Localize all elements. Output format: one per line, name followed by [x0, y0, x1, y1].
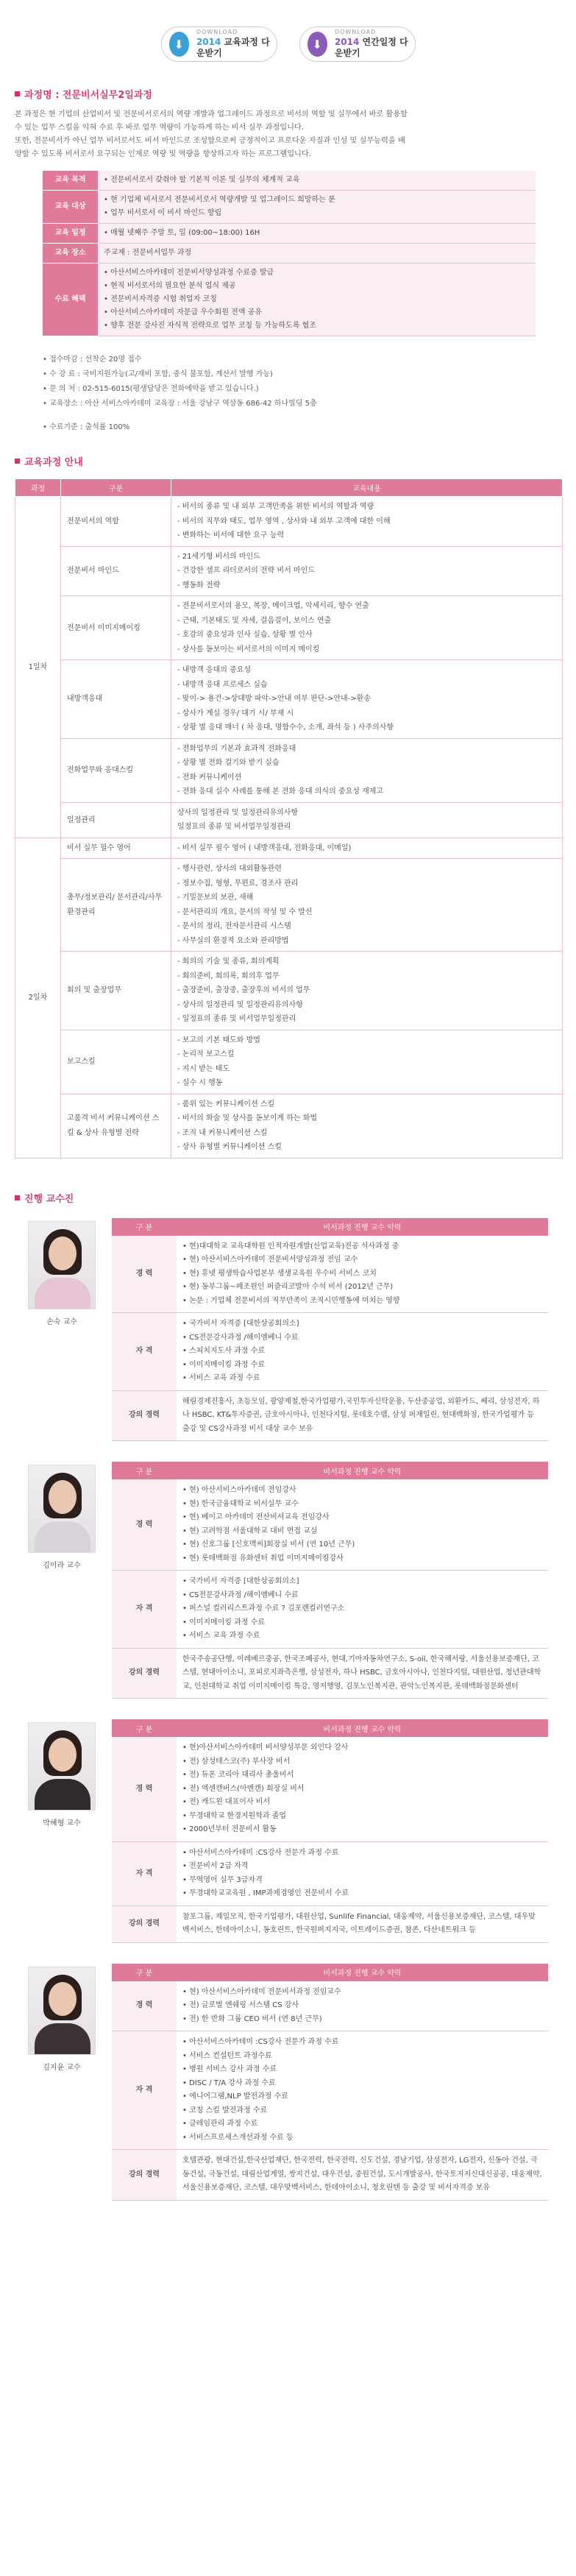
- content-line: - 사무실의 환경적 요소와 관리방법: [177, 936, 289, 945]
- professor-name: 박혜형 교수: [43, 1819, 81, 1828]
- professor-row: [112, 2150, 548, 2201]
- bullet-item: • 무경대학교교육원 , IMP과제경영인 전문비서 수료: [182, 1887, 542, 1901]
- professor-row-label: 자 격: [112, 1571, 177, 1649]
- column-header: 비서과정 진행 교수 약력: [177, 1218, 548, 1236]
- content-cell: [171, 1094, 563, 1158]
- bullet-item: • 현) 아산서비스아카데미 전문비서과정 전임교수: [182, 1986, 542, 2000]
- content-line: - 상황 별 전화 걸기와 받기 실습: [177, 759, 280, 768]
- professor-profile: [15, 1719, 112, 1943]
- bullet-item: • 전) 글로벌 엔쉐링 서스템 CS 강사: [182, 1999, 542, 2013]
- professor-row-label: 강의 경력: [112, 1906, 177, 1942]
- course-title: 과정명 : 전문비서실무2일과정: [0, 87, 576, 101]
- curriculum-title: 교육과정 안내: [0, 454, 576, 468]
- bullet-item: • 전문비서 2급 자격: [182, 1860, 542, 1874]
- info-row: [43, 244, 536, 263]
- content-line: - 21세기형 비서의 마인드: [177, 552, 260, 561]
- column-header: 비서과정 진행 교수 약력: [177, 1719, 548, 1737]
- professor-row-label: 강의 경력: [112, 1648, 177, 1699]
- column-header: 과정: [15, 479, 61, 497]
- info-value: [98, 191, 536, 224]
- bullet-item: • 무경대학교 한경지원학과 졸업: [182, 1810, 542, 1824]
- column-header: 교육내용: [171, 479, 563, 497]
- download-sub: DOWNLOAD: [196, 29, 238, 36]
- course-intro: [0, 101, 576, 160]
- professor-row: [112, 1737, 548, 1841]
- professor-row-value: 호텔관광, 현대건설,한국산업재단, 한국전력, 한국전력, 신도건설, 경남기업, 삼성전자, LG전자, 신동아 건설, 극동건설, 극동건설, 대림산업계열, 쌍지건설, 대우건설, 중원건설, 도시개발공사, 한국토지지신대신공공, 대웅제약, 서울신용보증재단, 코스텔, 대우맞벡서비스, 한데아이소니, 청호린텐 등 출강 및 비서자격증 보유: [177, 2150, 548, 2201]
- bullet-item: • 전) 듀폰 코리아 대리사 총울비서: [182, 1769, 542, 1783]
- bullet-item: • 아산서비스아카데미 :CS강사 전문가 과정 수료: [182, 1847, 542, 1861]
- info-label: 교육 장소: [43, 244, 98, 263]
- info-label: 교육 일정: [43, 224, 98, 244]
- info-label: 교육 목적: [43, 171, 98, 191]
- professor-row-label: 강의 경력: [112, 2150, 177, 2201]
- info-row: [43, 263, 536, 336]
- content-line: - 맞이-> 용건->상대방 파악->안내 여부 판단->안내->환송: [177, 695, 371, 704]
- info-value: 주교재 : 전문비서업무 과정: [98, 244, 536, 263]
- bullet-item: • 서비스 컨설턴트 과정수료: [182, 2050, 542, 2064]
- download-label: 교육과정 다운받기: [196, 36, 270, 59]
- bullet-item: • 국가비서 자격증 [대한상공회의소]: [182, 1317, 542, 1331]
- professor-row-label: 경 력: [112, 1236, 177, 1313]
- photo-face: [49, 1982, 77, 2016]
- content-line: - 전화 응대 실수 사례를 통해 본 전화 응대 의식의 중요성 재제고: [177, 788, 384, 796]
- professor-row: [112, 1390, 548, 1441]
- photo-body: [35, 2023, 90, 2055]
- content-line: - 문서관리의 개요, 문서의 작성 및 수 발신: [177, 907, 313, 916]
- curriculum-table: [15, 478, 563, 1158]
- curriculum-row: [15, 1094, 563, 1158]
- curriculum-row: [15, 952, 563, 1030]
- bullet-item: • 현)아산서비스아카데미 비서양성부문 외인다 강사: [182, 1741, 542, 1755]
- subject-cell: 총무/정보관리/ 문서관리/사무환경관리: [61, 859, 171, 952]
- bullet-item: • 현) 베이고 아카데미 전산비서교육 전임강사: [182, 1511, 542, 1525]
- professor-photo: [28, 1967, 96, 2055]
- curriculum-row: [15, 660, 563, 739]
- bullet-item: • 서비스프로세스개선과정 수료 등: [182, 2131, 542, 2145]
- bullet-list: [182, 1240, 542, 1309]
- content-line: - 상사 유형별 커뮤니케이션 스킬: [177, 1143, 282, 1152]
- download-sub: DOWNLOAD: [334, 29, 377, 36]
- intro-line: 본 과정은 현 기업의 산업비서 및 전문비서로서의 역량 개발과 업그레이드 과정으로 비서의 역할 및 실무에서 바로 활용할: [15, 110, 408, 118]
- professor-row: [112, 1571, 548, 1649]
- professor-row: [112, 1479, 548, 1571]
- subject-cell: 전화업무와 응대스킬: [61, 738, 171, 802]
- course-info-table: [43, 171, 536, 336]
- column-header: 구 분: [112, 1719, 177, 1737]
- term-cell: 1일차: [15, 497, 61, 838]
- professor-row-value: [177, 1479, 548, 1571]
- info-value: [98, 171, 536, 191]
- bullet-item: • 이미지메이킹 과정 수료: [182, 1616, 542, 1630]
- info-row: [43, 171, 536, 191]
- subject-cell: 전문비서 마인드: [61, 546, 171, 596]
- content-line: - 일정표의 종류 및 비서업무일정관리: [177, 1015, 296, 1024]
- content-cell: [171, 497, 563, 547]
- column-header: 구 분: [112, 1218, 177, 1236]
- professor-row-value: [177, 1236, 548, 1313]
- professor-header: [112, 1719, 548, 1737]
- bullet-item: • 전) 캐드윈 대표이사 비서: [182, 1796, 542, 1810]
- content-line: 일정표의 종류 및 비서업무일정관리: [177, 823, 291, 832]
- bullet-item: • 무역영어 실무 3급자격: [182, 1874, 542, 1888]
- professors-title: 진행 교수진: [0, 1191, 576, 1205]
- download-icon: ⬇: [307, 32, 327, 57]
- bullet-item: • 아산서비스아카데미 자문급 우수회원 전액 공유: [104, 306, 530, 319]
- professor-row-label: 자 격: [112, 1313, 177, 1391]
- content-line: - 상사의 일정관리 및 일정관리유의사항: [177, 1000, 303, 1009]
- content-line: - 비서의 직무와 태도, 업무 영역 , 상사와 내 외부 고객에 대한 이해: [177, 517, 391, 526]
- content-cell: [171, 738, 563, 802]
- subject-cell: 전문비서 이미지메이킹: [61, 596, 171, 660]
- subject-cell: 비서 실무 필수 영어: [61, 838, 171, 859]
- professor-row-value: [177, 1313, 548, 1391]
- download-year: 2014: [334, 36, 360, 47]
- content-line: - 비서의 화술 및 상사를 돋보이게 하는 화법: [177, 1114, 318, 1123]
- bullet-list: [182, 1741, 542, 1837]
- bullet-item: • CS전문강사과정 /해이엠베니 수료: [182, 1589, 542, 1603]
- professor-card: [15, 1462, 576, 1699]
- professor-row: [112, 1906, 548, 1942]
- content-line: 상사의 일정관리 및 일정관리유의사항: [177, 808, 299, 817]
- download-label: 연간일정 다운받기: [334, 36, 408, 59]
- professor-row-value: [177, 2031, 548, 2150]
- bullet-list: [104, 227, 530, 240]
- content-line: - 상사를 돋보이는 비서로서의 이미지 메이킹: [177, 645, 320, 654]
- column-header: 비서과정 진행 교수 약력: [177, 1964, 548, 1981]
- professor-table: [112, 1462, 548, 1699]
- bullet-item: • 전) 엑센캔버스(아멘캔) 회장실 비서: [182, 1783, 542, 1797]
- content-line: - 비서 실무 필수 영어 ( 내방객응대, 전화응대, 이메일): [177, 843, 352, 852]
- professor-profile: [15, 1462, 112, 1699]
- content-line: - 근태, 기본태도 및 자세, 걸음걸이, 보이스 연출: [177, 616, 332, 625]
- content-line: - 정보수집, 형형, 무편료, 경조사 관리: [177, 879, 299, 888]
- curriculum-row: [15, 497, 563, 547]
- photo-body: [35, 1521, 90, 1553]
- professor-header: [112, 1462, 548, 1479]
- content-line: - 문서의 정리, 전자문서관리 시스템: [177, 922, 291, 931]
- content-line: - 전화업무의 기본과 효과적 전화응대: [177, 744, 296, 753]
- info-value: [98, 224, 536, 244]
- bullet-item: • 클레임관리 과정 수료: [182, 2117, 542, 2131]
- content-line: - 전화 커뮤니케이션: [177, 773, 242, 782]
- info-row: [43, 191, 536, 224]
- info-label: 수료 혜택: [43, 263, 98, 336]
- professor-header: [112, 1964, 548, 1981]
- content-line: - 내방객 응대 프로세스 실습: [177, 680, 268, 689]
- download-year: 2014: [196, 36, 221, 47]
- curriculum-row: [15, 1030, 563, 1094]
- professor-row-value: [177, 1737, 548, 1841]
- content-line: - 내방객 응대의 중요성: [177, 666, 252, 675]
- professor-row-label: 자 격: [112, 2031, 177, 2150]
- professor-row-value: [177, 1981, 548, 2031]
- bullet-list: [104, 266, 530, 333]
- download-bar: [0, 0, 576, 74]
- note-line: • 수 강 료 : 국비지원가능(고/재비 포함, 중식 불포함, 계산서 발행 가능): [43, 370, 273, 379]
- photo-body: [35, 1779, 90, 1811]
- professor-table: [112, 1719, 548, 1943]
- professor-card: [15, 1964, 576, 2201]
- content-line: - 회의의 기술 및 종류, 회의계획: [177, 958, 280, 966]
- professor-row-value: 참포그룹, 제일모직, 한국기업평가, 대원산업, Sunlife Financial, 대웅제약, 서울신용보증재단, 코스텔, 대우맞벡서비스, 한데아이소니, 동호린트, 한국원퍼지지국, 이트레이드증권, 참존, 다산네트워크 등: [177, 1906, 548, 1942]
- professor-row: [112, 1841, 548, 1906]
- bullet-item: • 아산서비스아카데미 전문비서양성과정 수료증 발급: [104, 266, 530, 280]
- subject-cell: 고품격 비서 커뮤니케이션 스킬 & 상사 유형별 전략: [61, 1094, 171, 1158]
- content-line: - 지시 받는 태도: [177, 1064, 230, 1073]
- professor-row-value: [177, 1571, 548, 1649]
- bullet-item: • 전) 삼성테스코(주) 부사장 비서: [182, 1755, 542, 1769]
- intro-line: 또한, 전문비서가 아닌 업무 비서로서도 비서 마인드로 조성함으로써 긍정적이고 프로다운 자질과 인성 및 실무능력을 배: [15, 136, 405, 145]
- content-line: - 행사관련, 상사의 대외활동관련: [177, 865, 282, 874]
- bullet-item: • 현) 휴넷 평생학습사업본부 생생교육원 우수비 서비스 코치: [182, 1267, 542, 1281]
- content-cell: [171, 546, 563, 596]
- content-line: - 상황 별 응대 매너 ( 차 응대, 명함수수, 소개, 좌석 등 ) 사주의사항: [177, 723, 394, 732]
- professor-row: [112, 2031, 548, 2150]
- content-line: - 전문비서로서의 용모, 복장, 메이크업, 악세서리, 향수 연출: [177, 602, 369, 611]
- bullet-item: • 매월 넷째주 주말 토, 일 (09:00~18:00) 16H: [104, 227, 530, 240]
- subject-cell: 일정관리: [61, 802, 171, 838]
- bullet-item: • 이미지메이킹 과정 수료: [182, 1359, 542, 1373]
- bullet-item: • 업무 비서로서 이 비서 마인드 향립: [104, 207, 530, 220]
- download-curriculum-button[interactable]: [161, 26, 277, 62]
- professor-header: [112, 1218, 548, 1236]
- professor-row: [112, 1313, 548, 1391]
- content-cell: [171, 596, 563, 660]
- professor-row-label: 경 력: [112, 1981, 177, 2031]
- professor-row-value: [177, 1841, 548, 1906]
- content-line: - 회의준비, 회의록, 회의후 업무: [177, 972, 280, 980]
- bullet-item: • 향후 전문 강사진 자식적 전략으로 업무 코칭 등 가능하도록 협조: [104, 319, 530, 333]
- bullet-item: • 현) 고려학점 서울대학교 대비 면접 교실: [182, 1525, 542, 1539]
- professor-card: [15, 1719, 576, 1943]
- content-cell: [171, 660, 563, 739]
- professor-name: 손숙 교수: [46, 1317, 77, 1326]
- bullet-item: • 전문비서자격증 시험 취업자 코칭: [104, 293, 530, 306]
- professor-profile: [15, 1964, 112, 2201]
- content-cell: [171, 859, 563, 952]
- content-line: - 건강한 셀프 리더로서의 전략 비서 마인드: [177, 567, 315, 576]
- bullet-list: [104, 174, 530, 187]
- bullet-item: • 현) 롯데백화점 유화센터 취업 이미지메이킹강사: [182, 1552, 542, 1566]
- bullet-item: • DISC / T/A 강사 과정 수료: [182, 2077, 542, 2091]
- note-line: • 문 의 처 : 02-515-6015(평생담당은 전화에약을 받고 있습니다.): [43, 385, 259, 394]
- bullet-list: [182, 1575, 542, 1643]
- bullet-list: [182, 1986, 542, 2027]
- bullet-item: • 현) 한국금융대학교 비서실무 교수: [182, 1498, 542, 1512]
- bullet-item: • 현) 아산서비스아카데미 전임강사: [182, 1484, 542, 1498]
- info-row: [43, 224, 536, 244]
- column-header: 비서과정 진행 교수 약력: [177, 1462, 548, 1479]
- bullet-item: • 전) 한 반화 그룹 CEO 비서 (연 8년 근무): [182, 2013, 542, 2027]
- content-line: - 비서의 종류 및 내 외부 고객만족을 위한 비서의 역할과 역량: [177, 503, 374, 512]
- bullet-list: [182, 1317, 542, 1386]
- professor-row: [112, 1981, 548, 2031]
- professor-name: 김이라 교수: [43, 1562, 81, 1571]
- bullet-item: • 스피치지도사 과정 수료: [182, 1345, 542, 1359]
- curriculum-row: [15, 546, 563, 596]
- professor-name: 김지윤 교수: [43, 2063, 81, 2072]
- professor-row-value: 해림경제진흥사, 초등모임, 광양제철,한국가업평가,국민투자신탁운용, 두산중공업, 외환카드, 쎄리, 삼성전자, 하나 HSBC, KT&투자증권, 금호아시아나, 인천다지털, 롯데호수랩, 삼성 퍼재일린, 현대백화점, 한국가업평가 등 출강 및 CS강사과정 비서 대상 교수 보유: [177, 1390, 548, 1441]
- subject-cell: 내방객응대: [61, 660, 171, 739]
- professor-photo: [28, 1465, 96, 1553]
- curriculum-row: [15, 838, 563, 859]
- content-line: - 기밀문보의 보관, 새해: [177, 894, 254, 902]
- bullet-item: • 현직 비서로서의 필요한 분석 업식 제공: [104, 280, 530, 293]
- column-header: 구 분: [112, 1462, 177, 1479]
- note-line: • 접수마감 : 선착순 20명 접수: [43, 355, 142, 364]
- photo-body: [35, 1278, 90, 1309]
- content-line: - 품위 있는 커뮤니케이션 스킬: [177, 1100, 275, 1108]
- intro-line: 양할 수 있도록 비서로서 요구되는 인재로 역량 및 역량을 향상하고자 하는 프로그램입니다.: [15, 149, 311, 158]
- bullet-item: • 서비스 교육 과정 수료: [182, 1372, 542, 1386]
- professor-row: [112, 1648, 548, 1699]
- bullet-item: • 아산서비스아카데미 :CS강사 전문가 과정 수료: [182, 2036, 542, 2050]
- curriculum-row: [15, 859, 563, 952]
- term-cell: 2일차: [15, 838, 61, 1158]
- content-line: - 상사가 계실 경우/ 대기 시/ 부재 시: [177, 709, 294, 718]
- curriculum-row: [15, 802, 563, 838]
- note-line: • 수료기준 : 출석률 100%: [43, 423, 130, 432]
- content-cell: [171, 838, 563, 859]
- professor-row-label: 자 격: [112, 1841, 177, 1906]
- bullet-item: • 현 기업체 비서로서 전문비서로서 역량개발 및 업그레이드 희망하는 분: [104, 194, 530, 207]
- content-line: - 출장준비, 출장중, 출장후의 비서의 업무: [177, 986, 310, 995]
- bullet-item: • 현) 동부그룹~폐조원인 퍼즐리코발아 수석 비서 (2012년 근무): [182, 1281, 542, 1295]
- content-line: - 변화하는 비서에 대한 요구 능력: [177, 531, 285, 540]
- info-value: [98, 263, 536, 336]
- bullet-item: • 현)대대학교 교육대학원 인적자원개발(산업교육)전공 석사과정 중: [182, 1240, 542, 1254]
- content-line: - 보고의 기본 태도와 방법: [177, 1036, 260, 1044]
- subject-cell: 회의 및 출장업무: [61, 952, 171, 1030]
- professor-row-label: 경 력: [112, 1479, 177, 1571]
- professor-row-label: 경 력: [112, 1737, 177, 1841]
- bullet-item: • 코칭 스킬 발전과정 수료: [182, 2104, 542, 2118]
- subject-cell: 전문비서의 역할: [61, 497, 171, 547]
- content-line: - 논리적 보고스킬: [177, 1050, 235, 1059]
- bullet-item: • 전문비서로서 갖춰야 할 기본적 이론 및 실무의 체계적 교육: [104, 174, 530, 187]
- bullet-item: • 에니어그램,NLP 발전과정 수료: [182, 2090, 542, 2104]
- bullet-item: • 2000년부터 전문비서 활동: [182, 1823, 542, 1837]
- bullet-item: • 병원 서비스 강사 과정 수료: [182, 2063, 542, 2077]
- download-icon: ⬇: [169, 32, 189, 57]
- professor-row-value: 한국주송공단행, 이레베르중공, 한국조폐공사, 현대,기아자동차연구소, S-oil, 한국해서랑, 서울신용보증재단, 코스텔, 현대아이소니, 포피로지좌측은행, 삼성전자, 하나 HSBC, 금호아시아나, 인천다지털, 대원산업, 청년관대학교, 인천대학교 취업 이미지메이킹 특강, 영저행영, 김포노인복지관, 관악노인복지관, 롯데백화점문화센터: [177, 1648, 548, 1699]
- professor-card: [15, 1218, 576, 1442]
- professor-list: [0, 1218, 576, 2201]
- curriculum-row: [15, 596, 563, 660]
- bullet-item: • 국가비서 자격증 [대한상공회의소]: [182, 1575, 542, 1589]
- bullet-list: [104, 194, 530, 220]
- column-header: 구분: [61, 479, 171, 497]
- bullet-item: • 퍼스널 컬러리스트과정 수료 ? 김포렌컬러연구소: [182, 1602, 542, 1616]
- content-line: - 조직 내 커뮤니케이션 스킬: [177, 1128, 268, 1137]
- download-schedule-button[interactable]: [299, 26, 416, 62]
- professor-photo: [28, 1221, 96, 1309]
- column-header: 구 분: [112, 1964, 177, 1981]
- bullet-item: • 현) 아산서비스아카데미 전문비서양성과정 전임 교수: [182, 1253, 542, 1267]
- intro-line: 수 있는 업무 스킬을 익혀 수료 후 바로 업무 역량이 가능하게 하는 비서 실무 과정입니다.: [15, 123, 305, 132]
- content-cell: [171, 952, 563, 1030]
- curriculum-row: [15, 738, 563, 802]
- info-label: 교육 대상: [43, 191, 98, 224]
- professor-table: [112, 1218, 548, 1442]
- professor-photo: [28, 1722, 96, 1811]
- subject-cell: 보고스킬: [61, 1030, 171, 1094]
- bullet-item: • CS전문강사과정 /해이엠베니 수료: [182, 1331, 542, 1345]
- curriculum-header: [15, 479, 563, 497]
- note-gap: [43, 411, 576, 420]
- note-line: • 교육장소 : 아산 서비스아카데미 교육장 : 서울 강남구 역삼동 686-42 하나빌딩 5층: [43, 400, 317, 408]
- bullet-list: [182, 1847, 542, 1901]
- content-line: - 호감의 중요성과 인사 실습, 상황 별 인사: [177, 631, 313, 640]
- professor-profile: [15, 1218, 112, 1442]
- bullet-list: [182, 1484, 542, 1565]
- photo-face: [49, 1236, 77, 1270]
- content-cell: [171, 1030, 563, 1094]
- bullet-item: • 현) 신호그룹 [신호맥씨]회장실 비서 (연 10년 근무): [182, 1538, 542, 1552]
- content-cell: [171, 802, 563, 838]
- professor-row-label: 강의 경력: [112, 1390, 177, 1441]
- bullet-item: • 서비스 교육 과정 수료: [182, 1630, 542, 1643]
- professor-row: [112, 1236, 548, 1313]
- professor-table: [112, 1964, 548, 2201]
- content-line: - 실수 시 행동: [177, 1079, 223, 1088]
- course-notes: [0, 336, 576, 435]
- bullet-list: [182, 2036, 542, 2145]
- bullet-item: • 논문 : 기업체 전문비서의 직무만족이 조직시민행동에 미치는 영향: [182, 1295, 542, 1309]
- content-line: - 행동화 전략: [177, 581, 221, 590]
